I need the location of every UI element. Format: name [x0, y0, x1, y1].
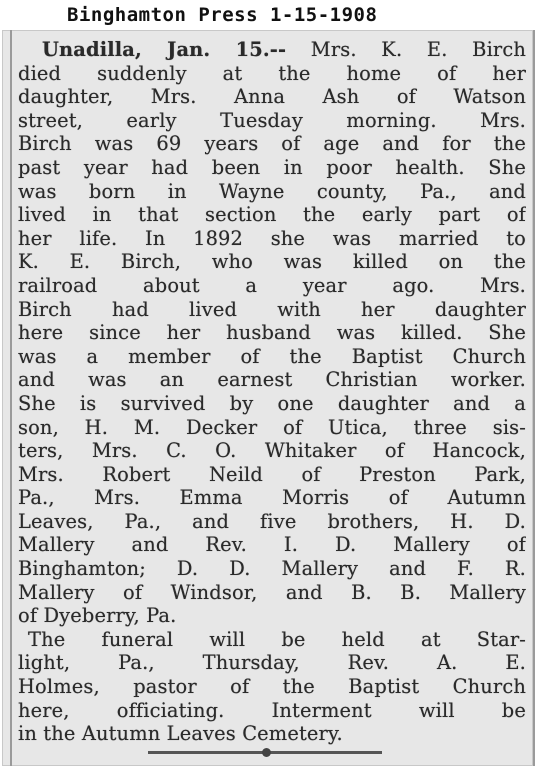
article-line: Holmes, pastor of the Baptist Church [18, 675, 526, 699]
article-line: light, Pa., Thursday, Rev. A. E. [18, 651, 526, 675]
article-line: was a member of the Baptist Church [18, 344, 526, 368]
article-line: daughter, Mrs. Anna Ash of Watson [18, 85, 526, 109]
article-line: died suddenly at the home of her [18, 61, 526, 85]
article-line: Leaves, Pa., and five brothers, H. D. [18, 509, 526, 533]
article-line: was born in Wayne county, Pa., and [18, 179, 526, 203]
article-line: past year had been in poor health. She [18, 155, 526, 179]
article-line-text: Mrs. K. E. Birch [286, 38, 526, 61]
article-line: ters, Mrs. C. O. Whitaker of Hancock, [18, 439, 526, 463]
article-line: of Dyeberry, Pa. [18, 604, 177, 628]
article-line: railroad about a year ago. Mrs. [18, 273, 526, 297]
footer-divider-ornament [262, 748, 271, 757]
article-line: here, officiating. Interment will be [18, 698, 526, 722]
article-line [18, 38, 526, 62]
article-line: She is survived by one daughter and a [18, 391, 526, 415]
article-line: The funeral will be held at Star- [28, 627, 526, 651]
article-line: Birch was 69 years of age and for the [18, 132, 526, 156]
article-line: in the Autumn Leaves Cemetery. [18, 722, 343, 746]
article-line: Mrs. Robert Neild of Preston Park, [18, 462, 526, 486]
article-line: Birch had lived with her daughter [18, 297, 526, 321]
article-line: her life. In 1892 she was married to [18, 226, 526, 250]
article-line: and was an earnest Christian worker. [18, 368, 526, 392]
article-line: lived in that section the early part of [18, 203, 526, 227]
column-rule-left [10, 30, 12, 766]
article-line: street, early Tuesday morning. Mrs. [18, 108, 526, 132]
page-title: Binghamton Press 1-15-1908 [67, 4, 378, 26]
column-rule-right [533, 30, 535, 766]
article-line: Pa., Mrs. Emma Morris of Autumn [18, 486, 526, 510]
dateline: Unadilla, Jan. 15.-- [42, 38, 287, 61]
article-line: Binghamton; D. D. Mallery and F. R. [18, 557, 526, 581]
article-line: Mallery of Windsor, and B. B. Mallery [18, 580, 526, 604]
article-line: Mallery and Rev. I. D. Mallery of [18, 533, 526, 557]
article-line: son, H. M. Decker of Utica, three sis- [18, 415, 526, 439]
obituary-article [18, 38, 526, 746]
article-line: K. E. Birch, who was killed on the [18, 250, 526, 274]
article-line: here since her husband was killed. She [18, 321, 526, 345]
